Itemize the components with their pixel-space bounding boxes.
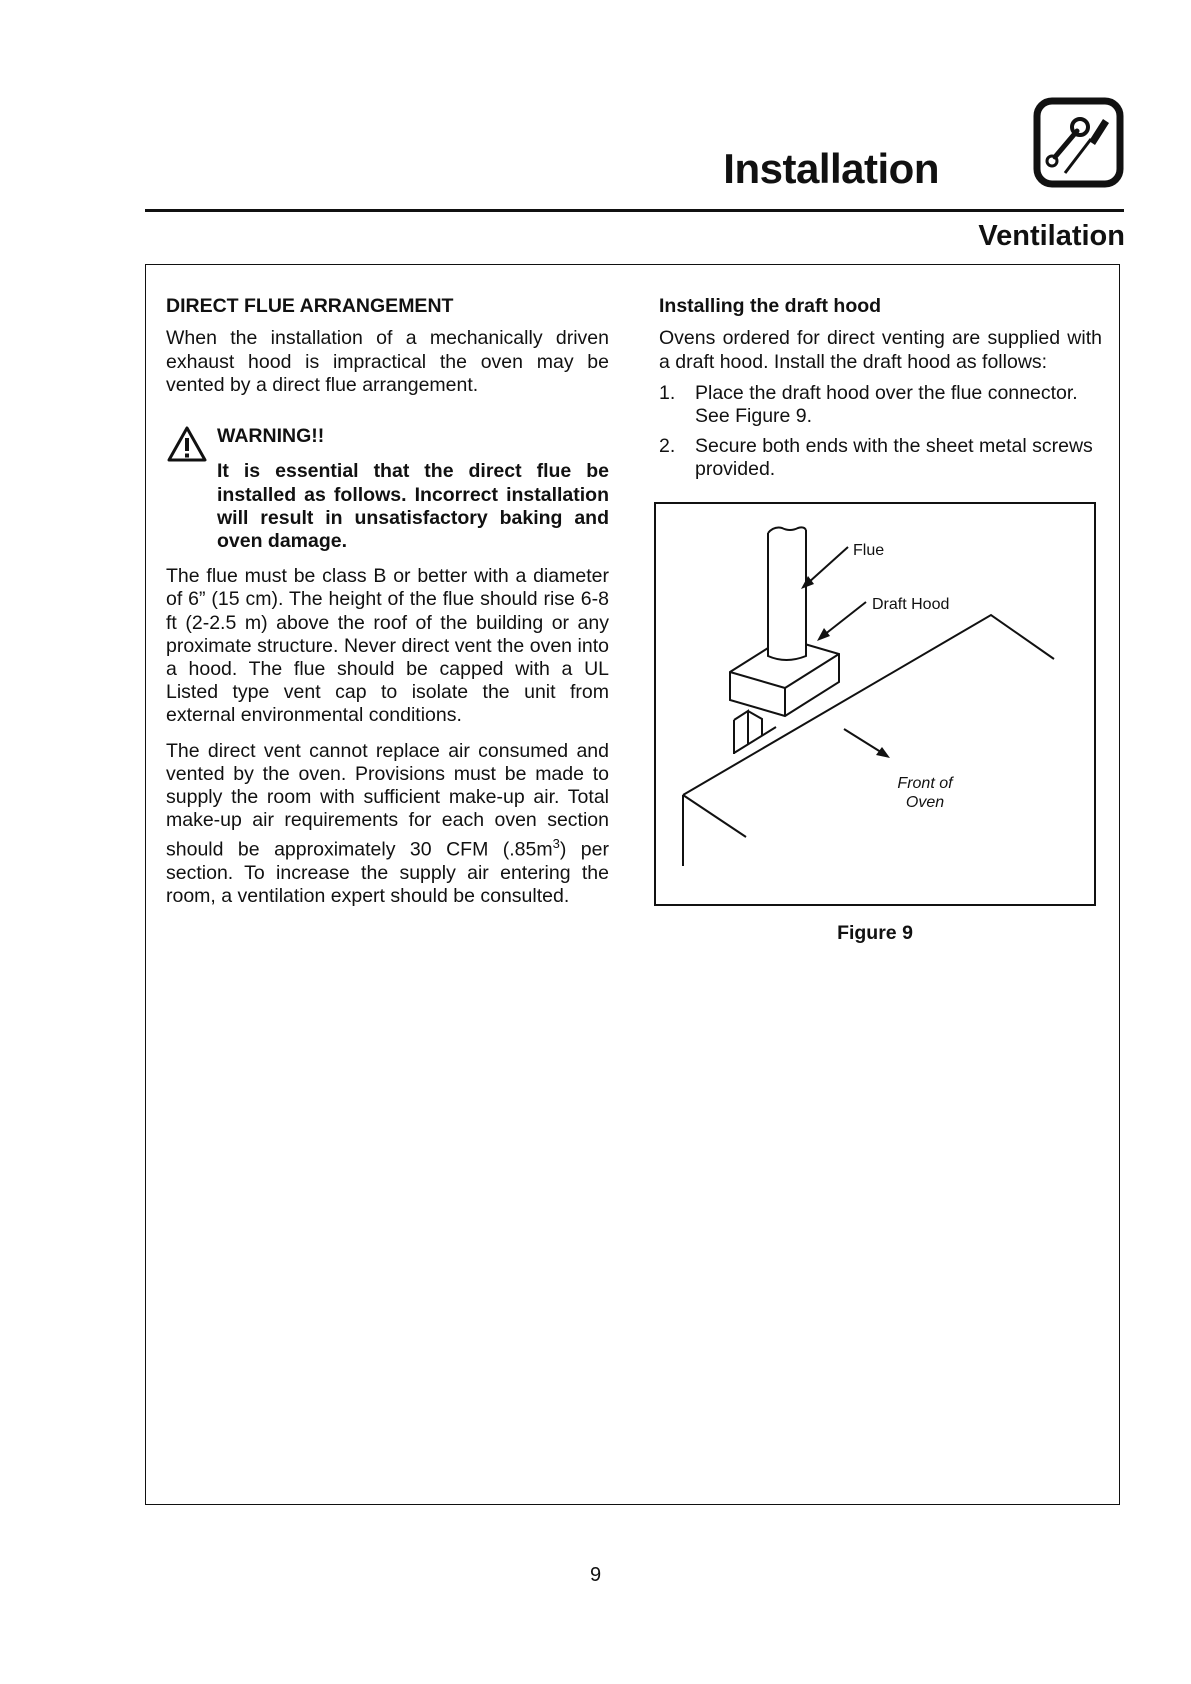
front-of-oven-line-2: Oven (905, 794, 945, 812)
draft-hood-diagram (656, 504, 1093, 903)
draft-hood-label: Draft Hood (872, 596, 950, 613)
flue-spec-paragraph: The flue must be class B or better with a diameter of 6” (15 cm). The height of the flue should rise 6-8 ft (2-2.5 m) above the roof of the building or any proximate structure. Never direct vent the oven into a hood. The flue should be capped with a UL Listed type vent cap to isolate the unit from external environmental conditions. (166, 565, 609, 727)
warning-text: It is essential that the direct flue be installed as follows. Incorrect installation will result in unsatisfactory baking and oven damage. (217, 460, 609, 552)
step-text: Place the draft hood over the flue connector. See Figure 9. (695, 381, 1078, 427)
section-title: Ventilation (978, 220, 1125, 252)
header-rule (145, 209, 1124, 212)
makeup-air-paragraph (166, 740, 609, 909)
makeup-air-superscript: 3 (552, 836, 560, 852)
warning-triangle-icon (166, 425, 208, 463)
oven-top-ridge (683, 615, 1054, 795)
oven-top-back-line (734, 727, 776, 753)
warning-block (166, 425, 609, 553)
install-step (659, 382, 1102, 428)
front-arrow (844, 729, 884, 754)
flue-label: Flue (853, 542, 885, 559)
makeup-air-text-a: The direct vent cannot replace air consumed and vented by the oven. Provisions must be made to supply the room with sufficient make-up air. Total make-up air requirements for each oven section should be approximately 30 CFM (.85m (166, 739, 609, 861)
front-of-oven-line-1: Front of (897, 775, 953, 792)
step-text: Secure both ends with the sheet metal screws provided. (695, 435, 1093, 481)
figure-caption: Figure 9 (837, 922, 913, 944)
page-number: 9 (589, 1564, 602, 1586)
direct-flue-heading: DIRECT FLUE ARRANGEMENT (166, 295, 454, 317)
right-column (659, 295, 1102, 489)
step-number: 1. (659, 381, 676, 404)
draft-hood-intro: Ovens ordered for direct venting are supplied with a draft hood. Install the draft hood as follows: (659, 327, 1102, 373)
makeup-air-text-b: ) per section. To increase the supply air entering the room, a ventilation expert should be consulted. (166, 838, 609, 908)
left-column (166, 295, 609, 909)
figure-9 (654, 502, 1096, 906)
step-number: 2. (659, 435, 676, 458)
install-steps (659, 382, 1102, 482)
oven-side-edge (683, 795, 746, 837)
flue-leader (808, 547, 848, 583)
front-of-oven-label (885, 774, 965, 812)
hood-leader (824, 602, 866, 635)
draft-hood-heading: Installing the draft hood (659, 295, 882, 317)
tools-icon (1033, 97, 1124, 188)
warning-label: WARNING!! (217, 425, 325, 447)
direct-flue-intro: When the installation of a mechanically driven exhaust hood is impractical the oven may be vented by a direct flue arrangement. (166, 327, 609, 396)
chapter-title: Installation (723, 145, 939, 192)
install-step (659, 435, 1102, 481)
